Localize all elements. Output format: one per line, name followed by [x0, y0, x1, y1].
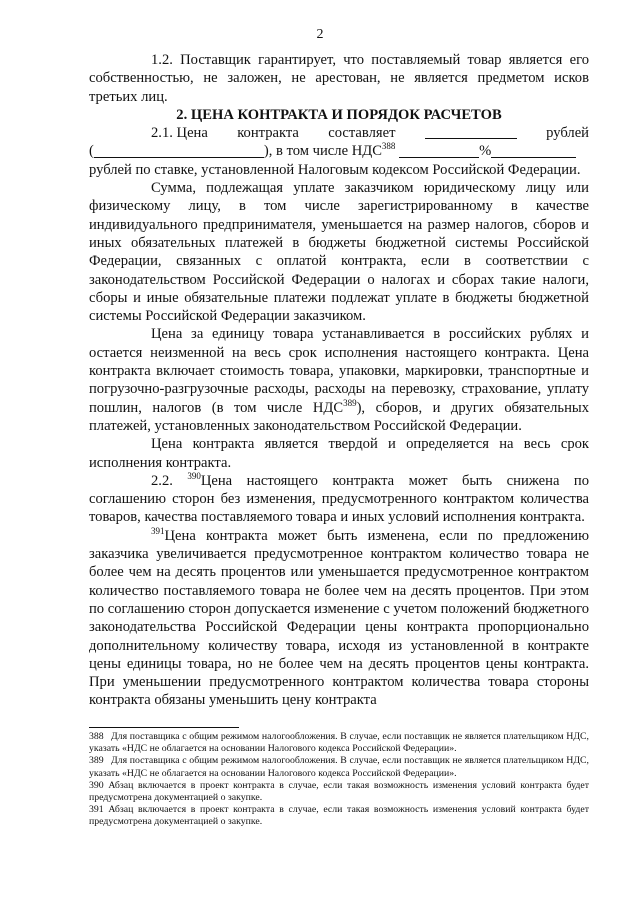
vat-amount-blank [491, 143, 576, 158]
rubles-label: рублей [546, 125, 589, 142]
vat-rate-blank [399, 143, 479, 158]
footnote-number: 390 [89, 779, 104, 791]
footnote-ref-388[interactable]: 388 [381, 141, 396, 152]
footnote-number: 389 [89, 755, 104, 767]
footnote-text: Для поставщика с общим режимом налогообложения. В случае, если поставщик не является плательщиком НДС, указать «НДС не облагается на основании Налогового кодекса Российской Федерации». [89, 731, 589, 755]
footnote-ref-390[interactable]: 390 [187, 470, 201, 481]
clause-2-2-text: Цена настоящего контракта может быть снижена по соглашению сторон без изменения, предусмотренного контрактом количества товаров, качества поставляемого товара и иных условий исполнения контракта. [89, 472, 589, 526]
clause-2-1 [89, 124, 589, 179]
price-blank [425, 124, 517, 139]
footnote-text: Абзац включается в проект контракта в случае, если такая возможность изменения условий контракта будет предусмотрена документацией о закупке. [89, 779, 589, 804]
clause-2-2-number: 2.2. [151, 472, 173, 489]
section-title: 2. ЦЕНА КОНТРАКТА И ПОРЯДОК РАСЧЕТОВ [176, 106, 502, 123]
footnote [89, 780, 589, 804]
clause-2-1-word-3: составляет [328, 125, 396, 142]
footnote [89, 731, 589, 755]
para-unit-price-text-2: ), сборов, и других обязательных платежей, установленных законодательством Российской Федерации. [89, 399, 589, 434]
clause-2-1-word-1: 2.1. Цена [151, 125, 208, 142]
clause-1-2: 1.2. Поставщик гарантирует, что поставляемый товар является его собственностью, не заложен, не арестован, не является предметом исков третьих лиц. [89, 52, 589, 105]
percent-sign: % [479, 143, 492, 160]
paren-open: ( [89, 143, 94, 160]
footnote-text: Для поставщика с общим режимом налогообложения. В случае, если поставщик не является плательщиком НДС, указать «НДС не облагается на основании Налогового кодекса Российской Федерации». [89, 755, 589, 779]
footnote [89, 755, 589, 779]
clause-2-1-word-2: контракта [237, 125, 299, 142]
clause-2-1-line-2 [89, 142, 589, 160]
footnote [89, 804, 589, 828]
clause-2-1-line-1 [89, 124, 589, 142]
para-fixed: Цена контракта является твердой и определяется на весь срок исполнения контракта. [89, 436, 589, 471]
footnote-number: 388 [89, 731, 104, 742]
para-change-text: Цена контракта может быть изменена, если по предложению заказчика увеличивается предусмотренное контрактом количество товара не более чем на десять процентов или уменьшается предусмотренное контрактом количество поставляемого товара не более чем на десять процентов. При этом по соглашению сторон допускается изменение с учетом положений бюджетного законодательства Российской Федерации цены контракта пропорционально дополнительному количеству товара, исходя из установленной в контракте цены единицы товара, но не более чем на десять процентов цены контракта. При уменьшении предусмотренного контрактом количества товара стороны контракта обязаны уменьшить цену контракта [89, 527, 589, 709]
vat-label: ), в том числе НДС [263, 143, 382, 160]
para-unit-price [89, 325, 589, 435]
footnote-ref-391[interactable]: 391 [151, 525, 165, 536]
footnotes [89, 731, 589, 829]
para-sum: Сумма, подлежащая уплате заказчиком юридическому лицу или физическому лицу, в том числе зарегистрированному в качестве индивидуального предпринимателя, уменьшается на размер налогов, сборов и иных обязательных платежей в бюджеты бюджетной системы Российской Федерации, связанных с оплатой контракта, если в соответствии с законодательством Российской Федерации о налогах и сборах такие налоги, сборы и иные обязательные платежи подлежат уплате в бюджеты бюджетной системы Российской Федерации заказчиком. [89, 180, 589, 325]
footnote-divider [89, 727, 239, 728]
document-body [89, 51, 589, 710]
para-change [89, 527, 589, 710]
footnote-number: 391 [89, 804, 104, 816]
footnote-ref-389[interactable]: 389 [343, 397, 357, 408]
para-unit-price-text: Цена за единицу товара устанавливается в российских рублях и остается неизменной на весь срок исполнения настоящего контракта. Цена контракта включает стоимость товара, упаковки, маркировки, транспортные и погрузочно-разгрузочные расходы, расходы на перевозку, страхование, уплату пошлин, налогов (в том числе НДС [89, 326, 589, 416]
footnote-text: Абзац включается в проект контракта в случае, если такая возможность изменения условий контракта будет предусмотрена документацией о закупке. [89, 804, 589, 828]
page-number: 2 [316, 27, 324, 42]
clause-2-1-rest: рублей по ставке, установленной Налоговым кодексом Российской Федерации. [89, 161, 581, 178]
clause-2-2 [89, 472, 589, 527]
price-words-blank [94, 143, 264, 158]
